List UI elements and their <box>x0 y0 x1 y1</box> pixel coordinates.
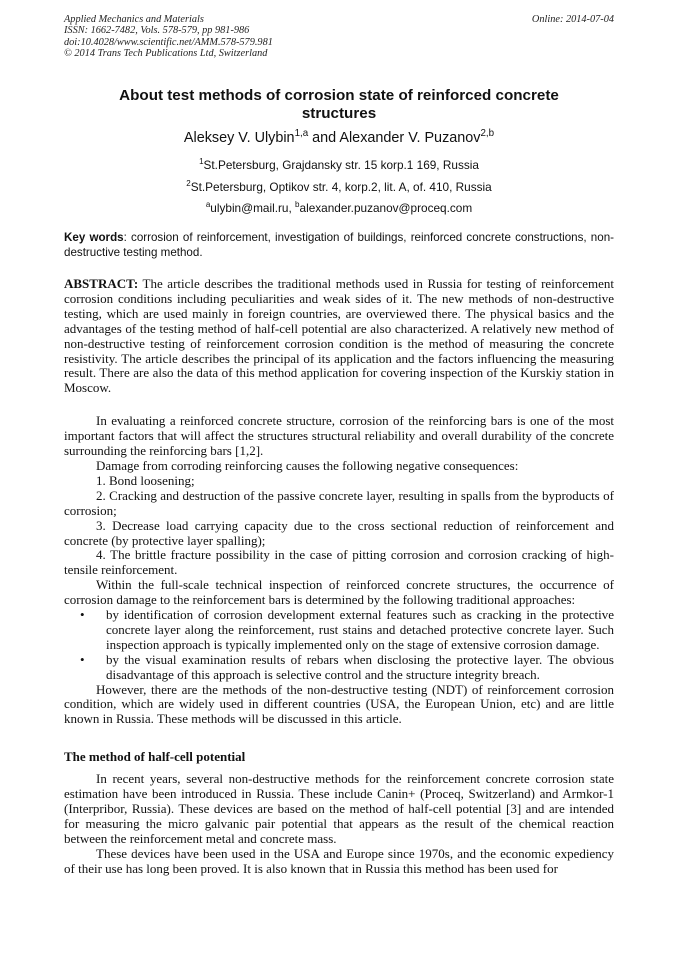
author-1-sup: 1,a <box>294 128 309 140</box>
journal-header <box>64 14 614 59</box>
author-line <box>64 129 614 147</box>
bullet-icon: • <box>80 651 85 667</box>
keywords <box>64 231 614 260</box>
consequence-item-4: 4. The brittle fracture possibility in the case of pitting corrosion and corrosion cracking of high-tensile reinforcement. <box>64 547 614 578</box>
affiliation-1 <box>64 158 614 172</box>
section-paragraph-2: These devices have been used in the USA and Europe since 1970s, and the economic expediency of their use has long been proved. It is also known that in Russia this method has been used for <box>64 845 614 876</box>
emails <box>64 201 614 215</box>
intro-paragraph-2: Damage from corroding reinforcing causes the following negative consequences: <box>96 457 519 473</box>
keywords-text: : corrosion of reinforcement, investigation of buildings, reinforced concrete constructions, non-destructive testing method. <box>64 231 614 259</box>
affiliation-1-text: St.Petersburg, Grajdansky str. 15 korp.1 169, Russia <box>203 158 479 173</box>
abstract <box>64 277 614 396</box>
abstract-label: ABSTRACT: <box>64 276 139 291</box>
approaches-list <box>64 608 614 683</box>
intro-paragraph-4: However, there are the methods of the non-destructive testing (NDT) of reinforcement corrosion condition, which are widely used in different countries (USA, the European Union, etc) and are little known in Russia. These methods will be discussed in this article. <box>64 681 614 727</box>
abstract-text: The article describes the traditional methods used in Russia for testing of reinforcement corrosion conditions including peculiarities and weak sides of it. The new methods of non-destructive testing, which are used mainly in foreign countries, are overviewed there. The physical basics and the advantages of the testing method of half-cell potential are also characterized. A relatively new method of non-destructive testing of reinforcement corrosion condition is the method of measuring the concrete resistivity. The article describes the principal of its application and the factors influencing the measuring result. There are also the data of this method application for covering inspection of the Kurskiy station in Moscow. <box>64 276 614 396</box>
consequence-item-3: 3. Decrease load carrying capacity due to the cross sectional reduction of reinforcement and concrete (by protective layer spalling); <box>64 517 614 548</box>
email-b: alexander.puzanov@proceq.com <box>299 201 473 216</box>
section-heading: The method of half-cell potential <box>64 749 246 765</box>
online-date: Online: 2014-07-04 <box>531 14 614 25</box>
consequence-item-2: 2. Cracking and destruction of the passive concrete layer, resulting in spalls from the byproducts of corrosion; <box>64 487 614 518</box>
introduction <box>64 414 614 727</box>
section-body <box>64 772 614 876</box>
bullet-icon: • <box>80 607 85 623</box>
list-item <box>64 608 614 653</box>
email-b-sup: b <box>295 200 300 210</box>
consequence-item-1: 1. Bond loosening; <box>96 472 195 488</box>
list-item <box>64 653 614 683</box>
bullet-1-text: by identification of corrosion development external features such as cracking in the protective concrete layer along the reinforcement, rust stains and detached protective concrete layer. Such inspection approach is typically implemented only on the stage of extensive corrosion damage. <box>106 607 614 652</box>
issn-line: ISSN: 1662-7482, Vols. 578-579, pp 981-986 <box>64 25 250 37</box>
section-paragraph-1: In recent years, several non-destructive methods for the reinforcement concrete corrosion state estimation have been introduced in Russia. These include Canin+ (Proceq, Switzerland) and Armkor-1 (Interpribor, Russia). These devices are based on the method of half-cell potential [3] and are intended for measuring the micro galvanic pair potential that appears as the result of the chemical reaction between the reinforcement metal and concrete mass. <box>64 771 614 846</box>
paper-title: About test methods of corrosion state of reinforced concrete structures <box>119 87 559 123</box>
journal-name: Applied Mechanics and Materials <box>64 14 204 25</box>
author-conjunction: and <box>308 130 340 147</box>
intro-paragraph-1: In evaluating a reinforced concrete structure, corrosion of the reinforcing bars is one of the most important factors that will affect the structures structural reliability and overall durability of the concrete surrounding the reinforcing bars [1,2]. <box>64 413 614 459</box>
author-2: Alexander V. Puzanov <box>339 130 481 147</box>
affiliation-1-sup: 1 <box>199 157 204 167</box>
author-1: Aleksey V. Ulybin <box>183 130 295 147</box>
affiliation-2-sup: 2 <box>186 178 191 188</box>
keywords-label: Key words <box>64 231 124 245</box>
email-a-sup: a <box>205 200 211 210</box>
bullet-2-text: by the visual examination results of rebars when disclosing the protective layer. The obvious disadvantage of this approach is selective control and the structure integrity breach. <box>106 651 614 682</box>
author-2-sup: 2,b <box>480 128 495 140</box>
copyright-line: © 2014 Trans Tech Publications Ltd, Switzerland <box>64 47 268 59</box>
affiliation-2 <box>64 180 614 194</box>
affiliation-2-text: St.Petersburg, Optikov str. 4, korp.2, lit. A, of. 410, Russia <box>190 179 492 194</box>
doi-line: doi:10.4028/www.scientific.net/AMM.578-579.981 <box>64 36 273 48</box>
email-a: ulybin@mail.ru, <box>210 201 296 216</box>
intro-paragraph-3: Within the full-scale technical inspection of reinforced concrete structures, the occurrence of corrosion damage to the reinforcement bars is determined by the following traditional approaches: <box>64 577 614 608</box>
